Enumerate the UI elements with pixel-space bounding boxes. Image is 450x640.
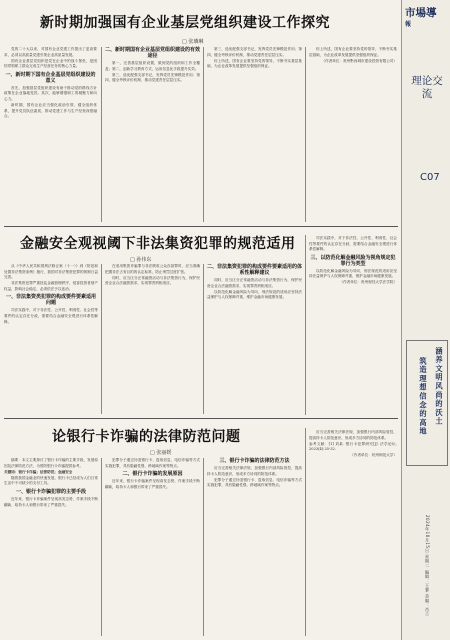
section-title: 理论交流 xyxy=(411,75,443,100)
article-2-paragraph: 同时，应当区分正常融资活动与非法集资行为，保护民营企业合法融资需求，实现罪责刑相适应。 xyxy=(207,278,302,288)
article-1-subhead: 二、新时期国有企业基层党组织建设的有效途径 xyxy=(105,47,201,59)
column-divider xyxy=(101,458,102,636)
article-2-column-1 xyxy=(4,264,98,326)
issue-meta: 2024年10月15日 星期二 编辑：王赛 美编：肖兰 xyxy=(425,515,430,617)
article-1-paragraph: 第三，选优配强支部书记，发挥党员先锋模范作用；第四，健全考核评价机制，推动党建责任层层压实。 xyxy=(105,72,200,83)
article-1-column-4 xyxy=(309,47,397,65)
article-1-paragraph: 新时期，国有企业应当强化政治引领，健全组织体系，提升党员队伍素质，推动党建工作与生产经营深度融合。 xyxy=(4,103,97,119)
article-3-paragraph: 参考文献：[1] 刘某. 银行卡犯罪研究[J]. 法学论坛, 2023(4):25-32. xyxy=(309,441,397,452)
article-1-paragraph: 国有企业基层党组织是党在企业中的战斗堡垒，是团结带领职工群众完成生产经营任务的核心力量。 xyxy=(4,58,97,69)
article-2-subhead: 三、以防范化解金融风险为视角规定犯罪行为类型 xyxy=(310,254,396,267)
column-divider xyxy=(305,47,306,222)
page-letter: C xyxy=(420,172,427,183)
article-3-subhead: 一、银行卡诈骗犯罪的主要手段 xyxy=(15,488,86,495)
article-3-paragraph: 犯罪分子通过伪造银行卡、盗取信息、电信诈骗等方式实施犯罪，具有隐蔽性强、跨地域作案等特点。 xyxy=(105,458,200,468)
article-2-paragraph: 在适用集资诈骗罪与非法吸收公众存款罪时，应当准确把握非法占有目的的认定标准，防止刑罚过度扩张。 xyxy=(105,264,200,274)
article-3-paragraph: 关键词：银行卡诈骗；法律防范；金融安全 xyxy=(4,469,73,474)
article-1-column-2 xyxy=(105,47,200,84)
article-2-paragraph: 以防范化解金融风险为导向，刑法规范的适用应坚持法益保护与人权保障并重，维护金融市场健康发展。 xyxy=(207,289,302,300)
newspaper-logo xyxy=(405,8,449,48)
article-3-column-4 xyxy=(309,430,397,459)
column-divider xyxy=(305,428,306,636)
column-divider xyxy=(305,235,306,415)
column-divider xyxy=(203,458,204,636)
article-1-paragraph: 综上所述，国有企业要坚持党的领导，不断夯实基层基础，为企业改革发展提供坚强组织保证。 xyxy=(309,47,397,57)
article-1-end-note: （作者单位：贵州黔西城市建设投资有限公司） xyxy=(321,58,397,63)
article-2-column-2 xyxy=(105,264,200,287)
article-2-paragraph: 从《中华人民共和国刑法修正案（十一）》到《防范和处置非法集资条例》施行，我国对非法集资犯罪的规制日益完善。 xyxy=(4,264,98,280)
article-1-paragraph: 第三，选优配强支部书记，发挥党员先锋模范作用；第四，健全考核评价机制，推动党建责任层层压实。 xyxy=(207,47,302,57)
article-1-column-3 xyxy=(207,47,302,70)
article-1-author: □ 张璘琳 xyxy=(182,39,204,45)
slogan-line-2: 筑造理想信念的高地 xyxy=(419,357,428,437)
article-2-paragraph: 非法集资犯罪严重扰乱金融管理秩序，侵害投资者财产权益，影响社会稳定，必须依法予以惩治。 xyxy=(4,281,98,291)
article-1-paragraph: 首先，加强基层党组织建设有助于推动党的路线方针政策在企业落地见效。其次，能够增强职工的凝聚力和向心力。 xyxy=(4,85,97,102)
article-3-paragraph: 近年来，银行卡诈骗案件呈现高发态势，作案手段不断翻新，给持卡人和银行带来了严重损失。 xyxy=(4,496,98,507)
article-3-author: □ 张丽媛 xyxy=(150,450,172,456)
article-3-end-note: （作者单位：杭州师范大学） xyxy=(350,453,397,458)
article-3-title: 论银行卡诈骗的法律防范问题 xyxy=(52,429,241,445)
article-1-paragraph: 综上所述，国有企业要坚持党的领导，不断夯实基层基础，为企业改革发展提供坚强组织保证。 xyxy=(207,58,302,69)
logo-subtext: 報 xyxy=(405,21,413,28)
slogan-line-1: 涵养文明风尚的沃土 xyxy=(435,347,444,427)
article-2-author: □ 孙伟东 xyxy=(130,257,152,263)
article-2-column-3 xyxy=(207,264,302,301)
article-separator xyxy=(4,226,398,227)
masthead-sidebar xyxy=(401,0,450,640)
article-2-paragraph: 司法实践中，对于非法性、公开性、利诱性、社会性等要件的认定存在分歧，需要结合金融安全观进行体系性解释。 xyxy=(309,236,397,252)
page-number xyxy=(420,172,446,183)
article-3-paragraph: 近年来，银行卡诈骗案件呈现高发态势，作案手段不断翻新，给持卡人和银行带来了严重损失。 xyxy=(105,479,200,489)
article-2-subhead: 一、非法集资类犯罪的构成要件要素适用问题 xyxy=(5,294,96,307)
article-3-paragraph: 摘要：本文主要探讨了银行卡诈骗的主要手段、发展原因及法律防范方法，为预防银行卡诈骗提供参考。 xyxy=(4,458,98,468)
slogan xyxy=(408,347,448,459)
page-digits: 07 xyxy=(426,172,440,183)
article-2-end-note: （作者单位：贵州财经大学法学院） xyxy=(339,280,397,285)
column-divider xyxy=(203,264,204,414)
article-2-column-4 xyxy=(309,236,397,287)
article-2-paragraph: 以防范化解金融风险为导向，刑法规范的适用应坚持法益保护与人权保障并重，维护金融市场健康发展。 xyxy=(309,268,397,279)
column-divider xyxy=(101,47,102,222)
article-1-paragraph: 党的二十大以来，对国有企业党建工作提出了更高要求，必须以高质量党建引领企业高质量发展。 xyxy=(4,47,97,57)
logo-text: 市場導 xyxy=(405,7,437,19)
article-2-paragraph: 司法实践中，对于非法性、公开性、利诱性、社会性等要件的认定存在分歧，需要结合金融安全观进行体系性解释。 xyxy=(4,308,98,324)
article-3-column-3 xyxy=(207,458,302,489)
article-1-title: 新时期加强国有企业基层党组织建设工作探究 xyxy=(40,15,330,31)
article-3-column-2 xyxy=(105,458,200,491)
article-3-paragraph: 应当完善相关法律法规，加强银行内部风险管控，提高持卡人防范意识，形成多方协同的防范体系。 xyxy=(309,430,397,440)
article-1-paragraph: 第一，完善基层组织设置，做到党的组织和工作全覆盖；第二，创新学习教育方式，运用信息化手段提升实效。 xyxy=(105,61,200,71)
article-2-subhead: 二、非法集资犯罪的构成要件要素适用的体系性解释建议 xyxy=(207,264,303,276)
article-3-subhead: 三、银行卡诈骗的法律防范方法 xyxy=(219,458,290,464)
article-1-subhead: 一、新时期下国有企业基层党组织建设的意义 xyxy=(5,71,96,84)
article-3-paragraph: 犯罪分子通过伪造银行卡、盗取信息、电信诈骗等方式实施犯罪，具有隐蔽性强、跨地域作案等特点。 xyxy=(207,477,302,488)
article-3-subhead: 二、银行卡诈骗的发展原因 xyxy=(122,471,183,478)
column-divider xyxy=(101,264,102,414)
article-1-column-1 xyxy=(4,47,97,120)
article-2-paragraph: 同时，应当区分正常融资活动与非法集资行为，保护民营企业合法融资需求，实现罪责刑相适应。 xyxy=(105,275,200,286)
article-separator xyxy=(4,418,398,419)
article-3-column-1 xyxy=(4,458,98,509)
article-3-paragraph: 随着我国金融业的快速发展，银行卡已经成为人们日常生活中不可缺少的支付工具。 xyxy=(4,475,98,486)
column-divider xyxy=(203,47,204,222)
article-3-paragraph: 应当完善相关法律法规，加强银行内部风险管控，提高持卡人防范意识，形成多方协同的防范体系。 xyxy=(207,466,302,476)
article-2-title: 金融安全观视阈下非法集资犯罪的规范适用 xyxy=(20,236,296,252)
